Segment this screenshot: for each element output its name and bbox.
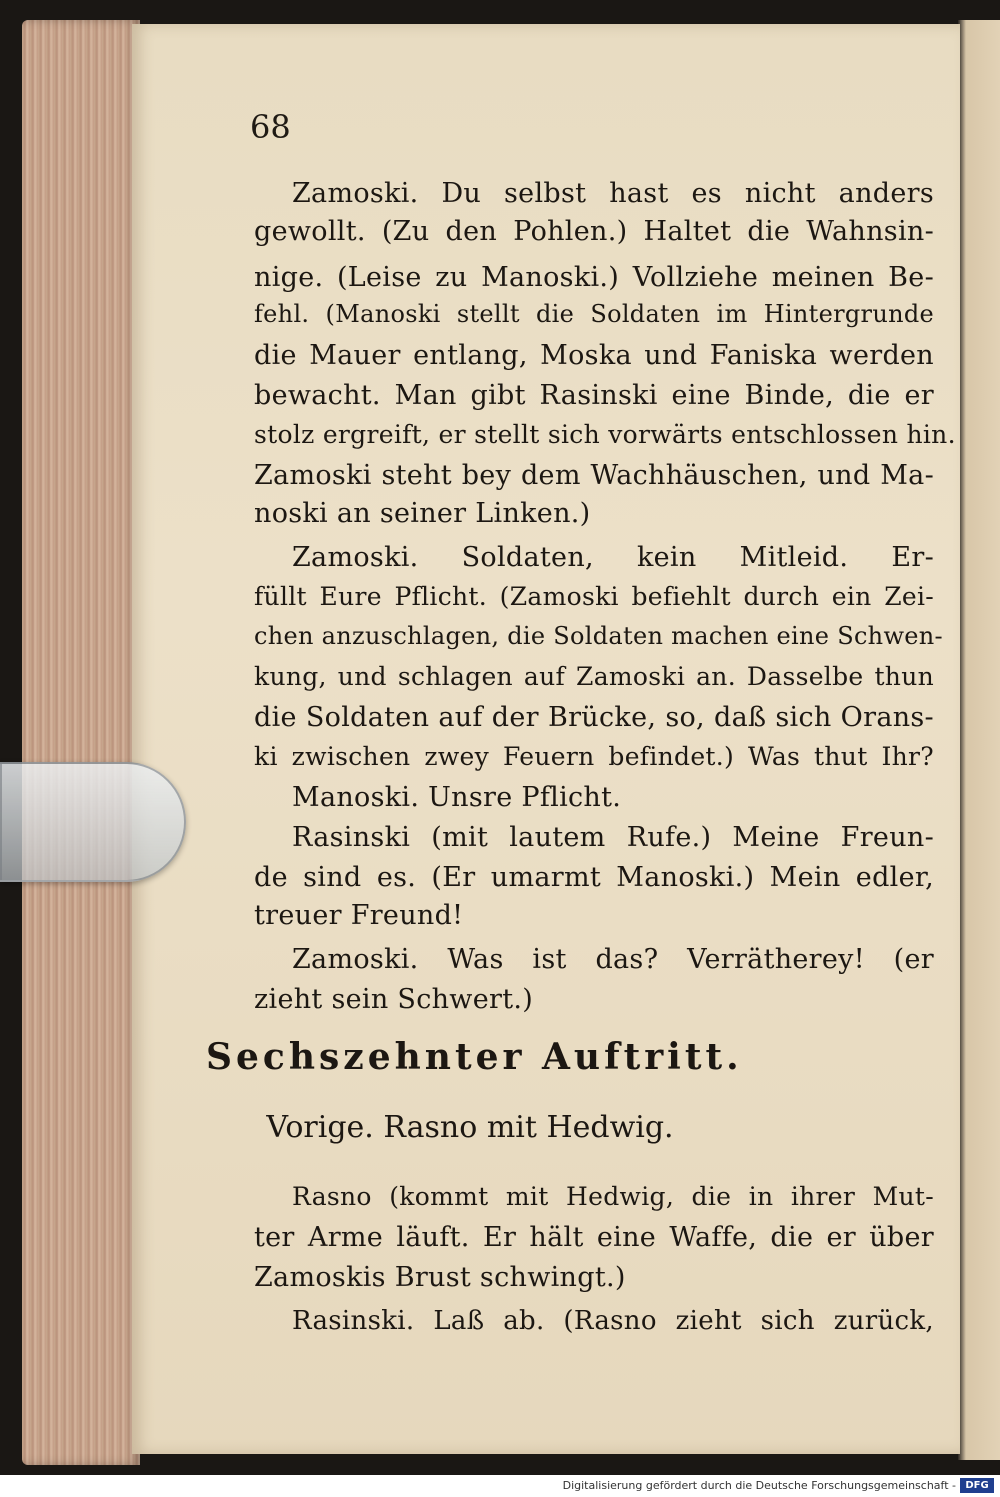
text-line: die Mauer entlang, Moska und Faniska werden — [254, 340, 934, 371]
text-line: Rasinski. Laß ab. (Rasno zieht sich zurück, — [292, 1306, 934, 1336]
text-line: nige. (Leise zu Manoski.) Vollziehe meinen Be- — [254, 262, 934, 293]
page-holder-clip — [0, 762, 186, 882]
text-line: ki zwischen zwey Feuern befindet.) Was thut Ihr? — [254, 742, 934, 771]
text-line: die Soldaten auf der Brücke, so, daß sich Orans- — [254, 702, 934, 733]
text-line: de sind es. (Er umarmt Manoski.) Mein edler, — [254, 862, 934, 893]
dfg-logo: DFG — [960, 1478, 994, 1493]
text-line: Zamoski. Was ist das? Verrätherey! (er — [292, 944, 934, 975]
book-page — [132, 24, 960, 1454]
text-line: Manoski. Unsre Pflicht. — [292, 782, 622, 813]
scene-heading: Sechszehnter Auftritt. — [206, 1036, 743, 1078]
text-line: Zamoski. Du selbst hast es nicht anders — [292, 178, 934, 209]
text-line: zieht sein Schwert.) — [254, 984, 534, 1015]
text-line: füllt Eure Pflicht. (Zamoski befiehlt durch ein Zei- — [254, 582, 934, 611]
book-page-edges — [22, 20, 140, 1465]
text-line: Zamoskis Brust schwingt.) — [254, 1262, 626, 1293]
funding-notice: Digitalisierung gefördert durch die Deutsche Forschungsgemeinschaft - — [562, 1479, 956, 1492]
text-line: fehl. (Manoski stellt die Soldaten im Hintergrunde — [254, 300, 934, 328]
text-line: noski an seiner Linken.) — [254, 498, 591, 529]
text-line: gewollt. (Zu den Pohlen.) Haltet die Wahnsin- — [254, 216, 934, 247]
footer-bar — [0, 1475, 1000, 1497]
text-line: ter Arme läuft. Er hält eine Waffe, die er über — [254, 1222, 934, 1253]
text-line: treuer Freund! — [254, 900, 464, 931]
text-line: kung, und schlagen auf Zamoski an. Dasselbe thun — [254, 662, 934, 691]
text-line: Rasno (kommt mit Hedwig, die in ihrer Mut- — [292, 1182, 934, 1211]
page-number: 68 — [250, 108, 291, 146]
next-page-edge — [958, 20, 1000, 1460]
text-line: Rasinski (mit lautem Rufe.) Meine Freun- — [292, 822, 934, 853]
text-line: Zamoski steht bey dem Wachhäuschen, und Ma- — [254, 460, 934, 491]
scene-subheading: Vorige. Rasno mit Hedwig. — [266, 1110, 674, 1145]
text-line: bewacht. Man gibt Rasinski eine Binde, die er — [254, 380, 934, 411]
text-line: chen anzuschlagen, die Soldaten machen eine Schwen- — [254, 622, 943, 650]
text-line: Zamoski. Soldaten, kein Mitleid. Er- — [292, 542, 934, 573]
text-line: stolz ergreift, er stellt sich vorwärts entschlossen hin. — [254, 420, 956, 449]
